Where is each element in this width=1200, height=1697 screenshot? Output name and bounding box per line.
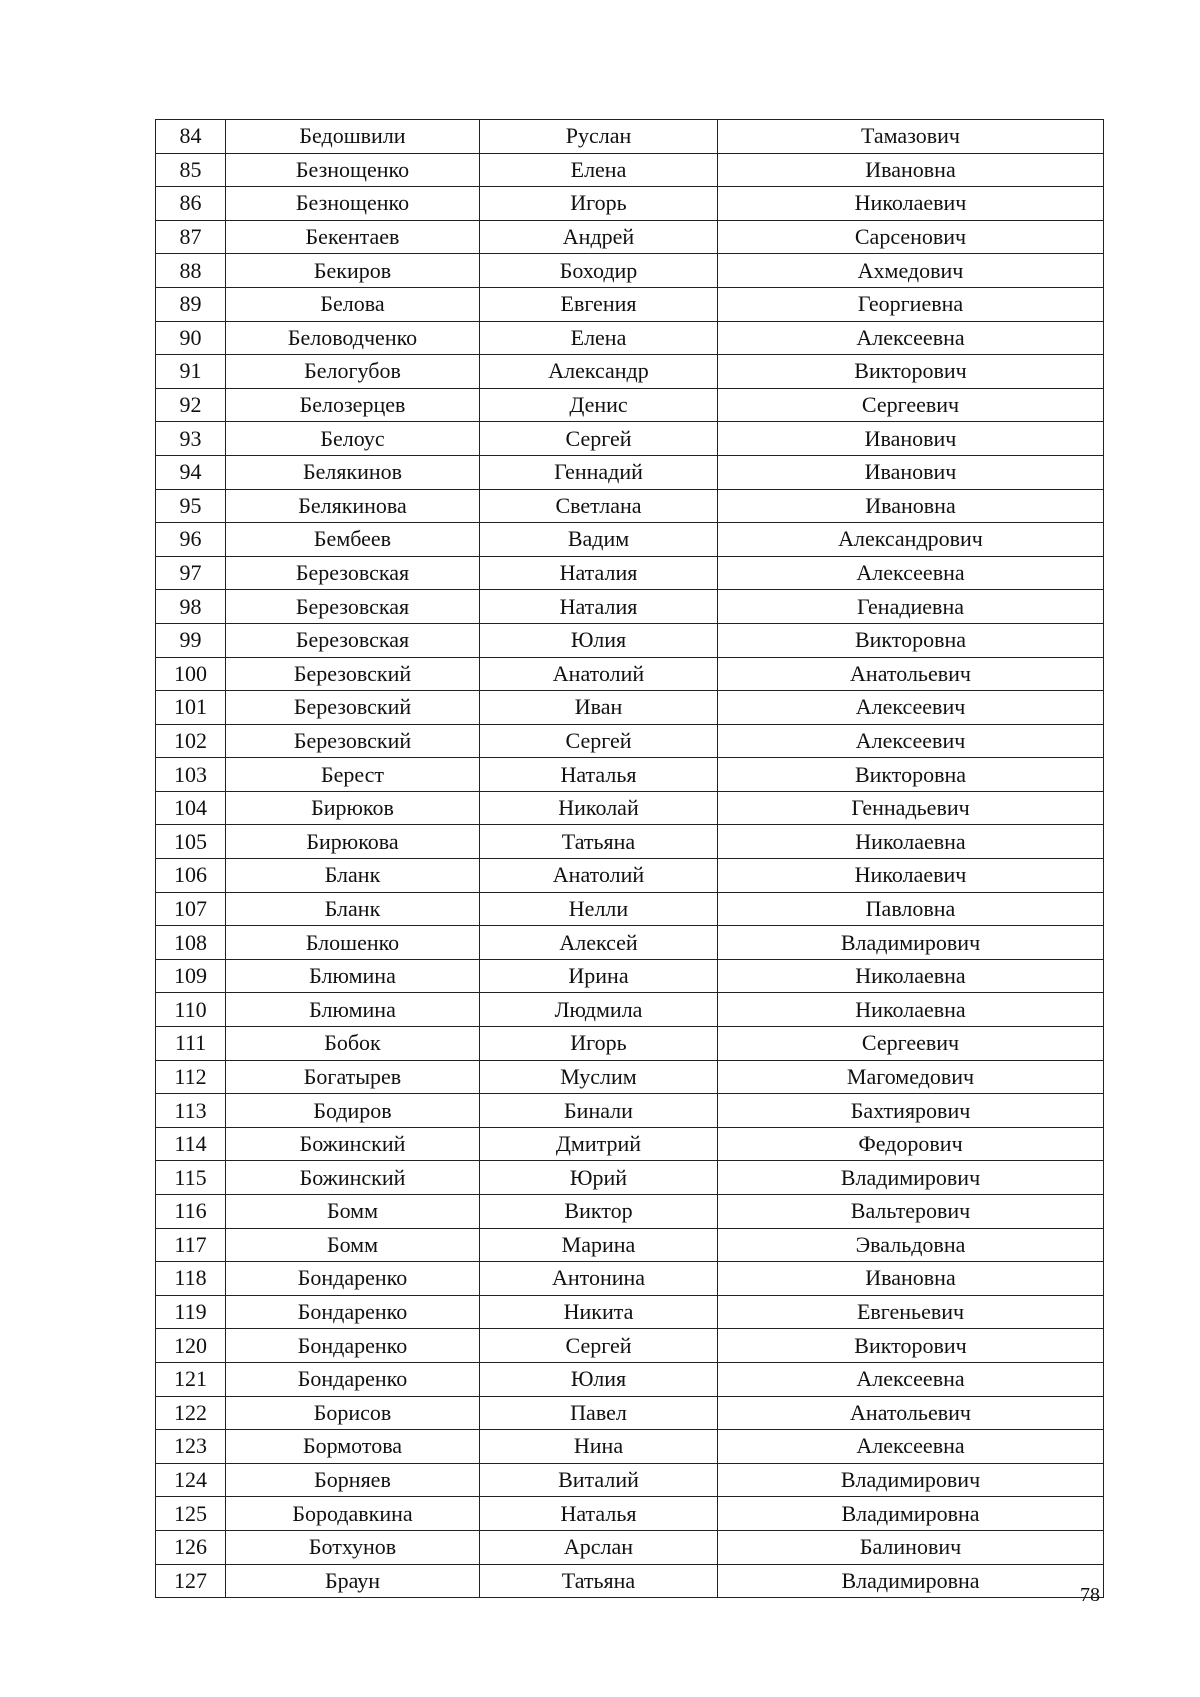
row-number-cell: 127 [156,1564,226,1598]
row-number-cell: 89 [156,287,226,321]
last-name-cell: Бомм [226,1228,480,1262]
first-name-cell: Виктор [480,1195,718,1229]
patronymic-cell: Александрович [718,523,1104,557]
row-number-cell: 95 [156,489,226,523]
first-name-cell: Бинали [480,1094,718,1128]
row-number-cell: 119 [156,1295,226,1329]
table-row [156,1195,1104,1229]
first-name-cell: Светлана [480,489,718,523]
table-row [156,892,1104,926]
row-number-cell: 114 [156,1127,226,1161]
table-row [156,1060,1104,1094]
first-name-cell: Павел [480,1396,718,1430]
first-name-cell: Наталия [480,590,718,624]
first-name-cell: Наталья [480,758,718,792]
patronymic-cell: Ахмедович [718,254,1104,288]
first-name-cell: Николай [480,791,718,825]
last-name-cell: Божинский [226,1161,480,1195]
row-number-cell: 90 [156,321,226,355]
row-number-cell: 110 [156,993,226,1027]
table-row [156,993,1104,1027]
last-name-cell: Борисов [226,1396,480,1430]
patronymic-cell: Викторовна [718,623,1104,657]
table-row [156,657,1104,691]
patronymic-cell: Анатольевич [718,657,1104,691]
first-name-cell: Наталия [480,556,718,590]
row-number-cell: 112 [156,1060,226,1094]
last-name-cell: Бомм [226,1195,480,1229]
row-number-cell: 121 [156,1362,226,1396]
patronymic-cell: Алексеевна [718,321,1104,355]
last-name-cell: Борняев [226,1463,480,1497]
row-number-cell: 126 [156,1530,226,1564]
patronymic-cell: Викторовна [718,758,1104,792]
patronymic-cell: Викторович [718,355,1104,389]
row-number-cell: 105 [156,825,226,859]
patronymic-cell: Генадиевна [718,590,1104,624]
table-row [156,523,1104,557]
table-row [156,187,1104,221]
last-name-cell: Блюмина [226,959,480,993]
table-row [156,1396,1104,1430]
row-number-cell: 98 [156,590,226,624]
table-row [156,1027,1104,1061]
row-number-cell: 106 [156,859,226,893]
patronymic-cell: Сергеевич [718,388,1104,422]
patronymic-cell: Анатольевич [718,1396,1104,1430]
last-name-cell: Бекентаев [226,220,480,254]
patronymic-cell: Георгиевна [718,287,1104,321]
first-name-cell: Сергей [480,422,718,456]
first-name-cell: Татьяна [480,1564,718,1598]
row-number-cell: 116 [156,1195,226,1229]
last-name-cell: Березовская [226,623,480,657]
table-row [156,791,1104,825]
first-name-cell: Юлия [480,1362,718,1396]
row-number-cell: 124 [156,1463,226,1497]
patronymic-cell: Николаевна [718,993,1104,1027]
row-number-cell: 115 [156,1161,226,1195]
first-name-cell: Сергей [480,1329,718,1363]
last-name-cell: Бирюкова [226,825,480,859]
table-row [156,153,1104,187]
table-row [156,455,1104,489]
patronymic-cell: Алексеевна [718,1362,1104,1396]
row-number-cell: 107 [156,892,226,926]
row-number-cell: 86 [156,187,226,221]
table-row [156,489,1104,523]
last-name-cell: Бембеев [226,523,480,557]
first-name-cell: Денис [480,388,718,422]
table-row [156,959,1104,993]
patronymic-cell: Ивановна [718,1262,1104,1296]
table-row [156,1094,1104,1128]
first-name-cell: Марина [480,1228,718,1262]
row-number-cell: 84 [156,120,226,154]
table-row [156,1463,1104,1497]
row-number-cell: 123 [156,1430,226,1464]
row-number-cell: 120 [156,1329,226,1363]
patronymic-cell: Павловна [718,892,1104,926]
row-number-cell: 118 [156,1262,226,1296]
last-name-cell: Богатырев [226,1060,480,1094]
table-row [156,1295,1104,1329]
last-name-cell: Браун [226,1564,480,1598]
first-name-cell: Андрей [480,220,718,254]
last-name-cell: Бондаренко [226,1329,480,1363]
table-row [156,724,1104,758]
last-name-cell: Блюмина [226,993,480,1027]
patronymic-cell: Николаевич [718,859,1104,893]
patronymic-cell: Федорович [718,1127,1104,1161]
last-name-cell: Беловодченко [226,321,480,355]
first-name-cell: Анатолий [480,859,718,893]
patronymic-cell: Тамазович [718,120,1104,154]
last-name-cell: Безнощенко [226,187,480,221]
row-number-cell: 99 [156,623,226,657]
row-number-cell: 102 [156,724,226,758]
row-number-cell: 94 [156,455,226,489]
last-name-cell: Бекиров [226,254,480,288]
roster-table-body [156,120,1104,1598]
last-name-cell: Белякинов [226,455,480,489]
table-row [156,590,1104,624]
patronymic-cell: Алексеевич [718,724,1104,758]
last-name-cell: Бобок [226,1027,480,1061]
first-name-cell: Руслан [480,120,718,154]
first-name-cell: Сергей [480,724,718,758]
table-row [156,220,1104,254]
row-number-cell: 122 [156,1396,226,1430]
first-name-cell: Нелли [480,892,718,926]
table-row [156,556,1104,590]
last-name-cell: Белякинова [226,489,480,523]
last-name-cell: Белоус [226,422,480,456]
patronymic-cell: Сарсенович [718,220,1104,254]
row-number-cell: 93 [156,422,226,456]
row-number-cell: 104 [156,791,226,825]
table-row [156,1228,1104,1262]
row-number-cell: 96 [156,523,226,557]
patronymic-cell: Балинович [718,1530,1104,1564]
last-name-cell: Бедошвили [226,120,480,154]
first-name-cell: Наталья [480,1497,718,1531]
first-name-cell: Юрий [480,1161,718,1195]
first-name-cell: Геннадий [480,455,718,489]
table-row [156,1161,1104,1195]
patronymic-cell: Сергеевич [718,1027,1104,1061]
table-row [156,691,1104,725]
table-row [156,388,1104,422]
row-number-cell: 103 [156,758,226,792]
patronymic-cell: Алексеевна [718,556,1104,590]
row-number-cell: 111 [156,1027,226,1061]
patronymic-cell: Эвальдовна [718,1228,1104,1262]
patronymic-cell: Алексеевич [718,691,1104,725]
row-number-cell: 100 [156,657,226,691]
last-name-cell: Березовский [226,724,480,758]
last-name-cell: Бондаренко [226,1362,480,1396]
patronymic-cell: Николаевна [718,825,1104,859]
first-name-cell: Елена [480,153,718,187]
last-name-cell: Бирюков [226,791,480,825]
table-row [156,1530,1104,1564]
first-name-cell: Людмила [480,993,718,1027]
table-row [156,1430,1104,1464]
table-row [156,355,1104,389]
first-name-cell: Вадим [480,523,718,557]
table-row [156,1329,1104,1363]
patronymic-cell: Ивановна [718,153,1104,187]
last-name-cell: Бланк [226,859,480,893]
table-row [156,321,1104,355]
row-number-cell: 125 [156,1497,226,1531]
patronymic-cell: Алексеевна [718,1430,1104,1464]
row-number-cell: 108 [156,926,226,960]
patronymic-cell: Викторович [718,1329,1104,1363]
patronymic-cell: Бахтиярович [718,1094,1104,1128]
table-row [156,926,1104,960]
last-name-cell: Ботхунов [226,1530,480,1564]
row-number-cell: 85 [156,153,226,187]
page-number: 78 [1080,1584,1100,1606]
last-name-cell: Бланк [226,892,480,926]
patronymic-cell: Евгеньевич [718,1295,1104,1329]
last-name-cell: Бодиров [226,1094,480,1128]
first-name-cell: Нина [480,1430,718,1464]
last-name-cell: Блошенко [226,926,480,960]
table-row [156,623,1104,657]
patronymic-cell: Иванович [718,422,1104,456]
first-name-cell: Ирина [480,959,718,993]
patronymic-cell: Вальтерович [718,1195,1104,1229]
first-name-cell: Антонина [480,1262,718,1296]
first-name-cell: Арслан [480,1530,718,1564]
first-name-cell: Татьяна [480,825,718,859]
table-row [156,1362,1104,1396]
table-row [156,254,1104,288]
table-row [156,1564,1104,1598]
last-name-cell: Белозерцев [226,388,480,422]
patronymic-cell: Магомедович [718,1060,1104,1094]
last-name-cell: Березовская [226,590,480,624]
table-row [156,287,1104,321]
last-name-cell: Березовский [226,691,480,725]
first-name-cell: Боходир [480,254,718,288]
last-name-cell: Бондаренко [226,1262,480,1296]
first-name-cell: Никита [480,1295,718,1329]
table-row [156,758,1104,792]
patronymic-cell: Николаевна [718,959,1104,993]
patronymic-cell: Геннадьевич [718,791,1104,825]
patronymic-cell: Николаевич [718,187,1104,221]
first-name-cell: Анатолий [480,657,718,691]
row-number-cell: 117 [156,1228,226,1262]
table-row [156,422,1104,456]
first-name-cell: Евгения [480,287,718,321]
table-row [156,859,1104,893]
last-name-cell: Белова [226,287,480,321]
row-number-cell: 88 [156,254,226,288]
last-name-cell: Бондаренко [226,1295,480,1329]
table-row [156,120,1104,154]
patronymic-cell: Ивановна [718,489,1104,523]
first-name-cell: Иван [480,691,718,725]
first-name-cell: Елена [480,321,718,355]
first-name-cell: Игорь [480,1027,718,1061]
row-number-cell: 97 [156,556,226,590]
last-name-cell: Берест [226,758,480,792]
last-name-cell: Безнощенко [226,153,480,187]
patronymic-cell: Владимировна [718,1564,1104,1598]
table-row [156,825,1104,859]
table-row [156,1262,1104,1296]
last-name-cell: Белогубов [226,355,480,389]
row-number-cell: 101 [156,691,226,725]
patronymic-cell: Владимировна [718,1497,1104,1531]
patronymic-cell: Владимирович [718,1463,1104,1497]
patronymic-cell: Владимирович [718,926,1104,960]
patronymic-cell: Иванович [718,455,1104,489]
table-row [156,1497,1104,1531]
first-name-cell: Муслим [480,1060,718,1094]
row-number-cell: 87 [156,220,226,254]
patronymic-cell: Владимирович [718,1161,1104,1195]
last-name-cell: Бородавкина [226,1497,480,1531]
row-number-cell: 113 [156,1094,226,1128]
first-name-cell: Алексей [480,926,718,960]
first-name-cell: Виталий [480,1463,718,1497]
last-name-cell: Божинский [226,1127,480,1161]
row-number-cell: 92 [156,388,226,422]
last-name-cell: Березовский [226,657,480,691]
first-name-cell: Юлия [480,623,718,657]
row-number-cell: 91 [156,355,226,389]
table-row [156,1127,1104,1161]
row-number-cell: 109 [156,959,226,993]
first-name-cell: Александр [480,355,718,389]
last-name-cell: Березовская [226,556,480,590]
last-name-cell: Бормотова [226,1430,480,1464]
roster-table [155,119,1104,1598]
first-name-cell: Игорь [480,187,718,221]
first-name-cell: Дмитрий [480,1127,718,1161]
